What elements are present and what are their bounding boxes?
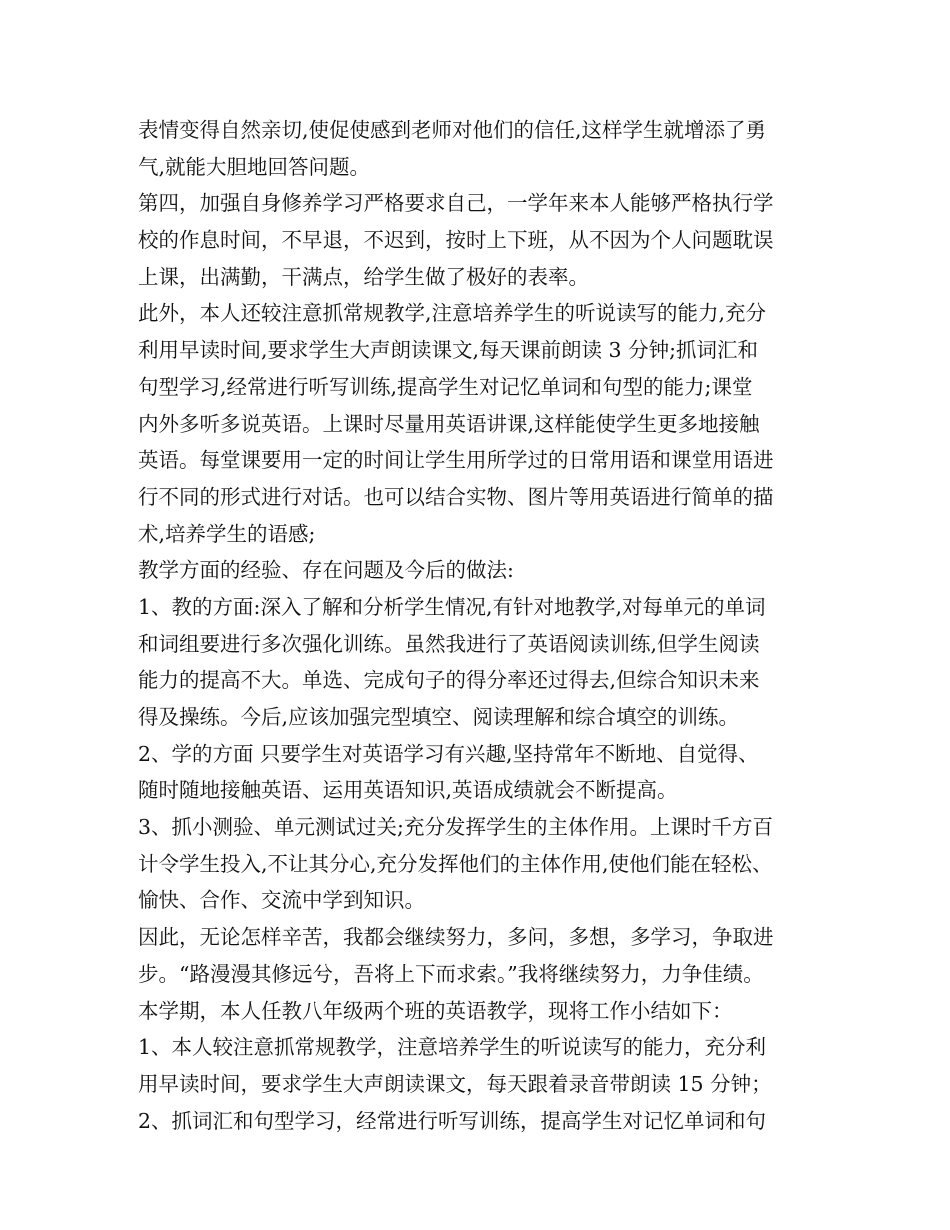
text-line: 表情变得自然亲切,使促使感到老师对他们的信任,这样学生就增添了勇 [138, 118, 767, 142]
text-line: 3、抓小测验、单元测试过关;充分发挥学生的主体作用。上课时千方百 [138, 815, 773, 840]
text-line: 此外，本人还较注意抓常规教学,注意培养学生的听说读写的能力,充分 [138, 301, 767, 326]
document-body [138, 112, 838, 1139]
text-line: 1、教的方面:深入了解和分析学生情况,有针对地教学,对每单元的单词 [138, 594, 766, 619]
text-line: 内外多听多说英语。上课时尽量用英语讲课,这样能使学生更多地接触 [138, 411, 760, 436]
text-line: 愉快、合作、交流中学到知识。 [138, 888, 425, 913]
text-line: 气,就能大胆地回答问题。 [138, 154, 371, 179]
text-line: 能力的提高不大。单选、完成句子的得分率还过得去,但综合知识未来 [138, 668, 760, 693]
text-line: 利用早读时间,要求学生大声朗读课文,每天课前朗读 3 分钟;抓词汇和 [138, 338, 759, 363]
text-line: 教学方面的经验、存在问题及今后的做法: [138, 558, 514, 583]
text-line: 上课，出满勤，干满点，给学生做了极好的表率。 [138, 264, 589, 289]
text-line: 本学期，本人任教八年级两个班的英语教学，现将工作小结如下： [138, 998, 733, 1023]
text-line: 句型学习,经常进行听写训练,提高学生对记忆单词和句型的能力;课堂 [138, 374, 753, 399]
text-line: 随时随地接触英语、运用英语知识,英语成绩就会不断提高。 [138, 778, 678, 803]
text-line: 英语。每堂课要用一定的时间让学生用所学过的日常用语和课堂用语进 [138, 448, 774, 473]
text-line: 第四，加强自身修养学习严格要求自己，一学年来本人能够严格执行学 [138, 191, 774, 216]
text-line: 步。“路漫漫其修远兮，吾将上下而求索。”我将继续努力，力争佳绩。 [138, 961, 764, 986]
text-line: 2、抓词汇和句型学习，经常进行听写训练，提高学生对记忆单词和句 [138, 1108, 767, 1133]
text-line: 校的作息时间，不早退，不迟到，按时上下班，从不因为个人问题耽误 [138, 228, 774, 253]
text-line: 因此，无论怎样辛苦，我都会继续努力，多问，多想，多学习，争取进 [138, 925, 774, 950]
text-line: 行不同的形式进行对话。也可以结合实物、图片等用英语进行简单的描 [138, 484, 774, 509]
text-line: 和词组要进行多次强化训练。虽然我进行了英语阅读训练,但学生阅读 [138, 631, 760, 656]
text-line: 2、学的方面 只要学生对英语学习有兴趣,坚持常年不断地、自觉得、 [138, 741, 759, 766]
text-line: 得及操练。今后,应该加强完型填空、阅读理解和综合填空的训练。 [138, 705, 740, 729]
text-line: 术,培养学生的语感; [138, 521, 316, 546]
text-line: 计令学生投入,不让其分心,充分发挥他们的主体作用,使他们能在轻松、 [138, 851, 773, 876]
text-line: 用早读时间，要求学生大声朗读课文，每天跟着录音带朗读 15 分钟； [138, 1071, 772, 1096]
text-line: 1、本人较注意抓常规教学，注意培养学生的听说读写的能力，充分利 [138, 1035, 767, 1060]
